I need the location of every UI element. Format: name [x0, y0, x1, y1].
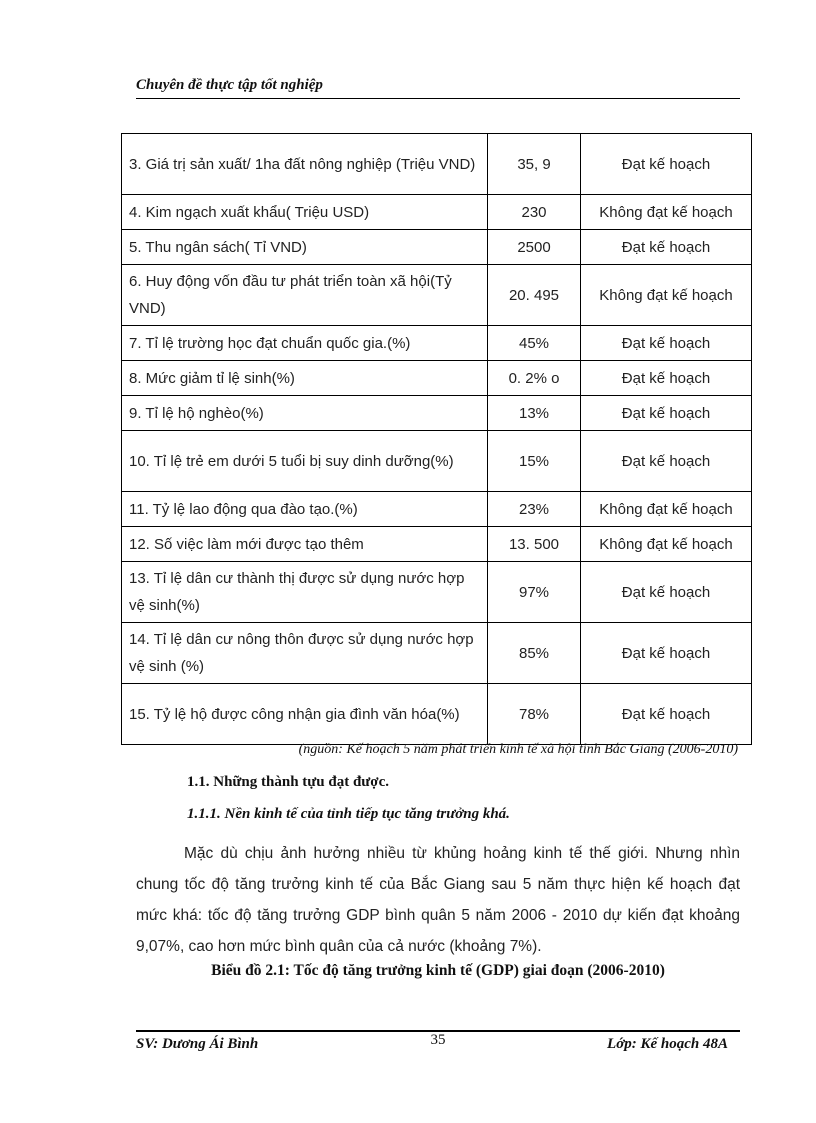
value-cell: 13% [488, 396, 581, 431]
indicator-cell: 3. Giá trị sản xuất/ 1ha đất nông nghiệp (Triệu VND) [122, 134, 488, 195]
page-footer [136, 1030, 740, 1058]
indicator-cell: 4. Kim ngạch xuất khẩu( Triệu USD) [122, 195, 488, 230]
result-cell: Không đạt kế hoạch [581, 195, 752, 230]
value-cell: 35, 9 [488, 134, 581, 195]
table-row [122, 623, 752, 684]
indicator-cell: 6. Huy động vốn đầu tư phát triển toàn xã hội(Tỷ VND) [122, 265, 488, 326]
value-cell: 0. 2% o [488, 361, 581, 396]
result-cell: Đạt kế hoạch [581, 623, 752, 684]
table-row [122, 326, 752, 361]
table-row [122, 361, 752, 396]
result-cell: Đạt kế hoạch [581, 230, 752, 265]
value-cell: 85% [488, 623, 581, 684]
page-number: 35 [430, 1032, 446, 1048]
result-cell: Không đạt kế hoạch [581, 527, 752, 562]
result-cell: Đạt kế hoạch [581, 431, 752, 492]
indicator-cell: 5. Thu ngân sách( Tỉ VND) [122, 230, 488, 265]
indicator-cell: 8. Mức giảm tỉ lệ sinh(%) [122, 361, 488, 396]
subsection-heading: 1.1.1. Nền kinh tế của tỉnh tiếp tục tăng trưởng khá. [187, 806, 510, 822]
table-row [122, 527, 752, 562]
table-row [122, 562, 752, 623]
value-cell: 97% [488, 562, 581, 623]
result-cell: Không đạt kế hoạch [581, 492, 752, 527]
indicator-cell: 9. Tỉ lệ hộ nghèo(%) [122, 396, 488, 431]
result-cell: Đạt kế hoạch [581, 684, 752, 745]
header-title: Chuyên đề thực tập tốt nghiệp [136, 77, 323, 93]
body-paragraph: Mặc dù chịu ảnh hưởng nhiều từ khủng hoảng kinh tế thế giới. Nhưng nhìn chung tốc độ tăng trưởng kinh tế của Bắc Giang sau 5 năm thực hiện kế hoạch đạt mức khá: tốc độ tăng trưởng GDP bình quân 5 năm 2006 - 2010 dự kiến đạt khoảng 9,07%, cao hơn mức bình quân của cả nước (khoảng 7%). [136, 845, 740, 955]
result-cell: Đạt kế hoạch [581, 134, 752, 195]
indicator-cell: 14. Tỉ lệ dân cư nông thôn được sử dụng nước hợp vệ sinh (%) [122, 623, 488, 684]
table-row [122, 431, 752, 492]
value-cell: 23% [488, 492, 581, 527]
indicator-table [121, 133, 752, 745]
value-cell: 45% [488, 326, 581, 361]
indicator-cell: 15. Tỷ lệ hộ được công nhận gia đình văn hóa(%) [122, 684, 488, 745]
table-row [122, 134, 752, 195]
table-row [122, 396, 752, 431]
table-row [122, 195, 752, 230]
indicator-cell: 11. Tỷ lệ lao động qua đào tạo.(%) [122, 492, 488, 527]
table-source-note: (nguồn: Kế hoạch 5 năm phát triển kinh tế xã hội tỉnh Bắc Giang (2006-2010) [298, 742, 738, 757]
indicator-cell: 13. Tỉ lệ dân cư thành thị được sử dụng nước hợp vệ sinh(%) [122, 562, 488, 623]
class-name: Lớp: Kế hoạch 48A [607, 1036, 728, 1052]
result-cell: Đạt kế hoạch [581, 562, 752, 623]
value-cell: 13. 500 [488, 527, 581, 562]
section-heading: 1.1. Những thành tựu đạt được. [187, 774, 390, 790]
indicator-cell: 10. Tỉ lệ trẻ em dưới 5 tuổi bị suy dinh dưỡng(%) [122, 431, 488, 492]
result-cell: Không đạt kế hoạch [581, 265, 752, 326]
table-row [122, 230, 752, 265]
value-cell: 15% [488, 431, 581, 492]
value-cell: 20. 495 [488, 265, 581, 326]
result-cell: Đạt kế hoạch [581, 361, 752, 396]
result-cell: Đạt kế hoạch [581, 326, 752, 361]
indicator-cell: 7. Tỉ lệ trường học đạt chuẩn quốc gia.(%) [122, 326, 488, 361]
table-row [122, 684, 752, 745]
page-header [136, 76, 740, 99]
table-row [122, 492, 752, 527]
value-cell: 2500 [488, 230, 581, 265]
chart-caption: Biểu đồ 2.1: Tốc độ tăng trưởng kinh tế (GDP) giai đoạn (2006-2010) [211, 962, 665, 979]
value-cell: 78% [488, 684, 581, 745]
student-name: SV: Dương Ái Bình [136, 1036, 259, 1052]
table-row [122, 265, 752, 326]
indicator-cell: 12. Số việc làm mới được tạo thêm [122, 527, 488, 562]
value-cell: 230 [488, 195, 581, 230]
result-cell: Đạt kế hoạch [581, 396, 752, 431]
